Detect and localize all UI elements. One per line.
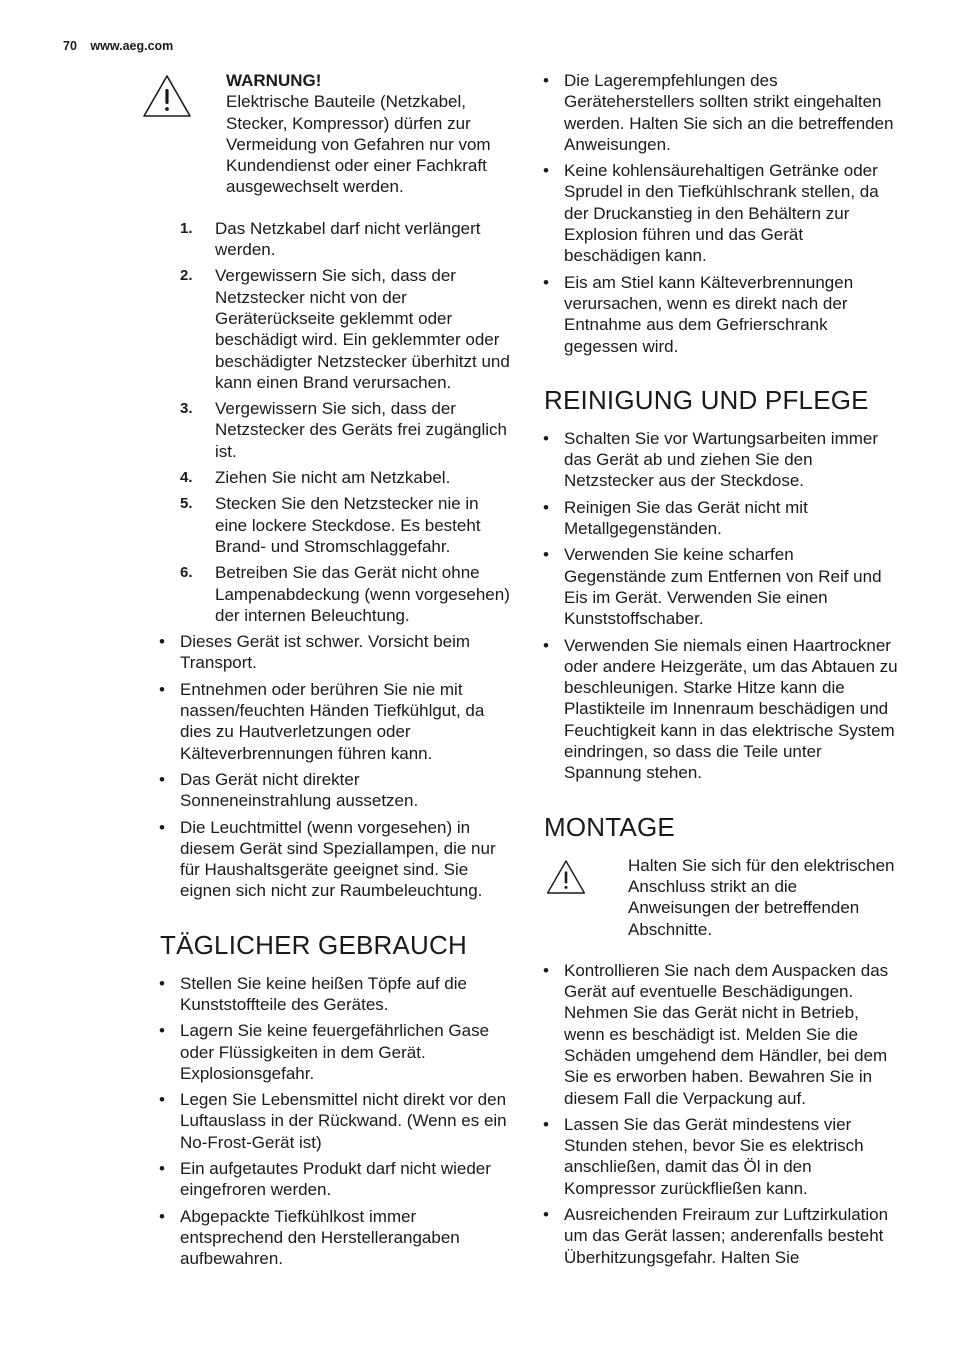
- list-item: • Ein aufgetautes Produkt darf nicht wieder eingefroren werden.: [180, 1158, 512, 1201]
- list-item: • Schalten Sie vor Wartungsarbeiten immer das Gerät ab und ziehen Sie den Netzstecker aus der Steckdose.: [564, 428, 899, 492]
- cleaning-list: [524, 428, 899, 784]
- item-text: Betreiben Sie das Gerät nicht ohne Lampenabdeckung (wenn vorgesehen) der internen Beleuchtung.: [215, 563, 510, 625]
- list-item: • Reinigen Sie das Gerät nicht mit Metallgegenständen.: [564, 497, 899, 540]
- numbered-list: [140, 218, 512, 626]
- list-item: • Abgepackte Tiefkühlkost immer entsprechend den Herstellerangaben aufbewahren.: [180, 1206, 512, 1270]
- item-number: 2.: [180, 267, 193, 285]
- section-heading-montage: MONTAGE: [544, 811, 675, 842]
- list-item: • Ausreichenden Freiraum zur Luftzirkulation um das Gerät lassen; anderenfalls besteht Überhitzungsgefahr. Halten Sie: [564, 1204, 899, 1268]
- section-heading-cleaning: REINIGUNG UND PFLEGE: [544, 384, 869, 415]
- storage-list: [524, 70, 899, 357]
- item-number: 6.: [180, 564, 193, 582]
- numbered-item: [180, 493, 512, 557]
- montage-warning-box: [544, 855, 899, 940]
- warning-triangle-icon: [142, 74, 192, 118]
- list-item: • Verwenden Sie keine scharfen Gegenstände zum Entfernen von Reif und Eis im Gerät. Verwenden Sie einen Kunststoffschaber.: [564, 544, 899, 629]
- item-text: Ziehen Sie nicht am Netzkabel.: [215, 468, 451, 488]
- warning-box: [140, 70, 512, 198]
- list-item: • Eis am Stiel kann Kälteverbrennungen verursachen, wenn es direkt nach der Entnahme aus dem Gefrierschrank gegessen wird.: [564, 272, 899, 357]
- right-column: [524, 70, 899, 1273]
- list-item: • Kontrollieren Sie nach dem Auspacken das Gerät auf eventuelle Beschädigungen. Nehmen Sie das Gerät nicht in Betrieb, wenn es beschädigt ist. Melden Sie die Schäden umgehend dem Händler, bei dem Sie es erworben haben. Bewahren Sie in diesem Fall die Verpackung auf.: [564, 960, 899, 1109]
- montage-list: [524, 960, 899, 1268]
- item-number: 5.: [180, 495, 193, 513]
- page-header: [63, 38, 173, 54]
- numbered-item: [180, 562, 512, 626]
- list-item: • Dieses Gerät ist schwer. Vorsicht beim Transport.: [180, 631, 512, 674]
- page-number: 70: [63, 39, 77, 53]
- warning-triangle-icon: [546, 859, 586, 895]
- list-item: • Entnehmen oder berühren Sie nie mit nassen/feuchten Händen Tiefkühlgut, da dies zu Hautverletzungen oder Kälteverbrennungen führen kann.: [180, 679, 512, 764]
- item-text: Stecken Sie den Netzstecker nie in eine lockere Steckdose. Es besteht Brand- und Stromschlaggefahr.: [215, 494, 481, 556]
- list-item: • Keine kohlensäurehaltigen Getränke oder Sprudel in den Tiefkühlschrank stellen, da der Druckanstieg in den Behältern zur Explosion führen und das Gerät beschädigen kann.: [564, 160, 899, 266]
- item-number: 1.: [180, 219, 193, 237]
- list-item: • Die Leuchtmittel (wenn vorgesehen) in diesem Gerät sind Speziallampen, die nur für Haushaltsgeräte geeignet sind. Sie eignen sich nicht zur Raumbeleuchtung.: [180, 817, 512, 902]
- item-text: Das Netzkabel darf nicht verlängert werden.: [215, 218, 481, 260]
- numbered-item: [180, 265, 512, 393]
- list-item: • Verwenden Sie niemals einen Haartrockner oder andere Heizgeräte, um das Abtauen zu beschleunigen. Starke Hitze kann die Plastikteile im Innenraum beschädigen und Feuchtigkeit kann in das elektrische System eindringen, so dass die Teile unter Spannung stehen.: [564, 635, 899, 784]
- list-item: • Lassen Sie das Gerät mindestens vier Stunden stehen, bevor Sie es elektrisch anschließen, damit das Öl in den Kompressor zurückfließen kann.: [564, 1114, 899, 1199]
- left-column: [140, 70, 512, 1275]
- list-item: • Stellen Sie keine heißen Töpfe auf die Kunststoffteile des Gerätes.: [180, 973, 512, 1016]
- warning-text: Elektrische Bauteile (Netzkabel, Stecker, Kompressor) dürfen zur Vermeidung von Gefahren nur vom Kundendienst oder einer Fachkraft ausgewechselt werden.: [226, 92, 491, 197]
- list-item: • Das Gerät nicht direkter Sonneneinstrahlung aussetzen.: [180, 769, 512, 812]
- numbered-item: [180, 398, 512, 462]
- item-number: 4.: [180, 469, 193, 487]
- montage-warning-text: Halten Sie sich für den elektrischen Anschluss strikt an die Anweisungen der betreffenden Abschnitte.: [628, 855, 895, 939]
- list-item: • Die Lagerempfehlungen des Geräteherstellers sollten strikt eingehalten werden. Halten Sie sich an die betreffenden Anweisungen.: [564, 70, 899, 155]
- numbered-item: [180, 467, 512, 488]
- warning-title: WARNUNG!: [226, 71, 322, 90]
- item-text: Vergewissern Sie sich, dass der Netzstecker nicht von der Geräterückseite geklemmt oder beschädigt wird. Ein geklemmter oder beschädigter Netzstecker überhitzt und kann einen Brand verursachen.: [215, 266, 510, 392]
- item-number: 3.: [180, 400, 193, 418]
- bullet-list: [140, 631, 512, 902]
- numbered-item: [180, 218, 512, 261]
- daily-use-list: [140, 973, 512, 1270]
- section-heading-daily-use: TÄGLICHER GEBRAUCH: [160, 929, 467, 960]
- site-url: www.aeg.com: [90, 39, 174, 53]
- item-text: Vergewissern Sie sich, dass der Netzstecker des Geräts frei zugänglich ist.: [215, 399, 507, 461]
- list-item: • Legen Sie Lebensmittel nicht direkt vor den Luftauslass in der Rückwand. (Wenn es ein No-Frost-Gerät ist): [180, 1089, 512, 1153]
- list-item: • Lagern Sie keine feuergefährlichen Gase oder Flüssigkeiten in dem Gerät. Explosionsgefahr.: [180, 1020, 512, 1084]
